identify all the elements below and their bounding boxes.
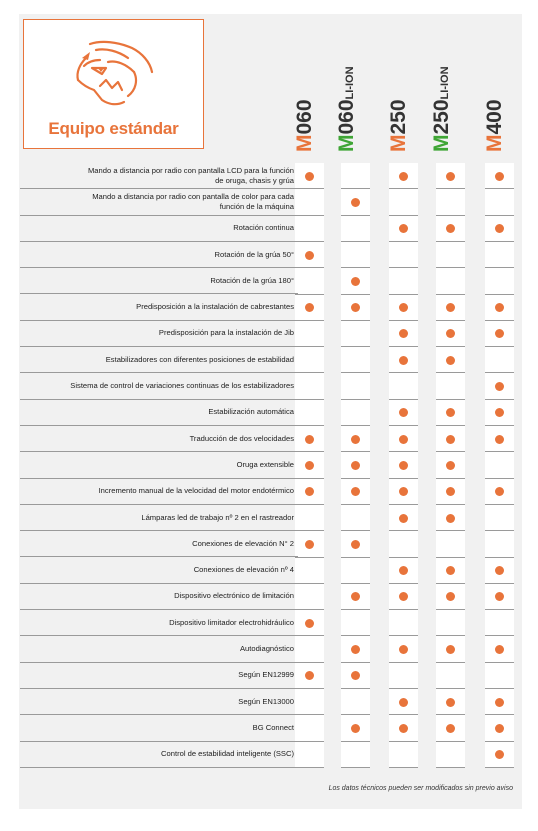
cell-divider [389, 320, 418, 321]
feature-label [237, 452, 294, 477]
cell-divider [341, 767, 370, 768]
cell-divider [389, 478, 418, 479]
cell-divider [389, 346, 418, 347]
cell-divider [295, 609, 324, 610]
cell-divider [485, 372, 514, 373]
included-dot [446, 724, 455, 733]
model-name [484, 99, 505, 152]
cell-divider [295, 267, 324, 268]
feature-label-line: Mando a distancia por radio con pantalla de color para cada [92, 191, 294, 201]
table-row [20, 400, 298, 426]
table-row [20, 689, 298, 715]
cell-divider [389, 609, 418, 610]
cell-divider [436, 583, 465, 584]
cell-divider [341, 320, 370, 321]
included-dot [446, 172, 455, 181]
included-dot [446, 356, 455, 365]
cell-divider [341, 583, 370, 584]
logo-box [23, 19, 204, 149]
feature-label [233, 216, 294, 241]
cell-divider [485, 767, 514, 768]
included-dot [305, 461, 314, 470]
table-row [20, 505, 298, 531]
cell-divider [295, 635, 324, 636]
table-row [20, 715, 298, 741]
cell-divider [341, 267, 370, 268]
cell-divider [389, 504, 418, 505]
cell-divider [295, 320, 324, 321]
cell-divider [436, 294, 465, 295]
cell-divider [295, 478, 324, 479]
model-number: 060 [335, 99, 358, 135]
included-dot [305, 619, 314, 628]
model-letter: M [483, 134, 506, 152]
included-dot [399, 514, 408, 523]
cell-divider [341, 346, 370, 347]
included-dot [495, 698, 504, 707]
cell-divider [485, 294, 514, 295]
model-name [388, 99, 409, 152]
table-row [20, 295, 298, 321]
cell-divider [485, 267, 514, 268]
feature-label [99, 479, 294, 504]
feature-label-line: de oruga, chasis y grúa [215, 175, 294, 185]
cell-divider [485, 635, 514, 636]
cell-divider [485, 583, 514, 584]
cell-divider [485, 215, 514, 216]
cell-divider [341, 635, 370, 636]
cell-divider [436, 451, 465, 452]
cell-divider [389, 215, 418, 216]
table-row [20, 452, 298, 478]
column-header-4 [481, 34, 529, 152]
cell-divider [485, 741, 514, 742]
cell-divider [341, 188, 370, 189]
cell-divider [295, 372, 324, 373]
cell-divider [436, 267, 465, 268]
feature-label [141, 505, 294, 530]
cell-divider [436, 478, 465, 479]
cell-divider [295, 688, 324, 689]
cell-divider [341, 241, 370, 242]
cell-divider [389, 583, 418, 584]
cell-divider [295, 741, 324, 742]
model-number: 400 [483, 99, 506, 135]
cell-divider [436, 425, 465, 426]
cell-divider [389, 635, 418, 636]
model-name [294, 99, 315, 152]
cell-divider [436, 215, 465, 216]
model-letter: M [430, 134, 453, 152]
feature-label [210, 268, 294, 293]
cell-divider [436, 635, 465, 636]
cell-divider [485, 241, 514, 242]
included-dot [351, 435, 360, 444]
included-dot [351, 461, 360, 470]
model-number: 250 [387, 99, 410, 135]
cell-divider [341, 372, 370, 373]
table-row [20, 268, 298, 294]
table-row [20, 163, 298, 189]
included-dot [351, 540, 360, 549]
feature-label-line: Dispositivo limitador electrohidráulico [169, 617, 294, 627]
feature-label-line: Rotación de la grúa 180° [210, 275, 294, 285]
feature-label-line: Rotación continua [233, 223, 294, 233]
cell-divider [295, 767, 324, 768]
cell-divider [436, 714, 465, 715]
table-row [20, 742, 298, 768]
included-dot [351, 724, 360, 733]
feature-label [192, 531, 294, 556]
table-row [20, 426, 298, 452]
included-dot [305, 172, 314, 181]
cell-divider [389, 399, 418, 400]
feature-label [70, 373, 294, 398]
cell-divider [341, 688, 370, 689]
cell-divider [295, 583, 324, 584]
cell-divider [295, 714, 324, 715]
included-dot [399, 435, 408, 444]
cell-divider [389, 188, 418, 189]
column-header-2 [385, 34, 433, 152]
table-row [20, 189, 298, 215]
model-name [431, 66, 456, 152]
included-dot [446, 461, 455, 470]
page-title: Equipo estándar [48, 119, 179, 138]
cell-divider [436, 241, 465, 242]
included-dot [495, 645, 504, 654]
cell-divider [389, 267, 418, 268]
table-row [20, 610, 298, 636]
feature-label-line: Autodiagnóstico [239, 644, 294, 654]
cell-divider [485, 504, 514, 505]
cell-divider [389, 662, 418, 663]
table-row [20, 558, 298, 584]
included-dot [351, 277, 360, 286]
included-dot [399, 645, 408, 654]
cell-divider [389, 767, 418, 768]
feature-label-line: Estabilizadores con diferentes posiciones de estabilidad [105, 354, 294, 364]
included-dot [495, 724, 504, 733]
cell-divider [341, 557, 370, 558]
cell-divider [436, 399, 465, 400]
feature-label [174, 584, 294, 609]
cell-divider [436, 504, 465, 505]
feature-label [215, 242, 294, 267]
feature-label-line: Control de estabilidad inteligente (SSC) [161, 749, 294, 759]
cell-divider [341, 504, 370, 505]
column-header-0 [291, 34, 339, 152]
panther-head-icon [72, 38, 156, 110]
cell-divider [389, 241, 418, 242]
cell-divider [485, 425, 514, 426]
included-dot [446, 645, 455, 654]
cell-divider [295, 557, 324, 558]
cell-divider [341, 662, 370, 663]
included-dot [305, 435, 314, 444]
feature-label [161, 742, 294, 767]
feature-label [92, 189, 294, 214]
cell-divider [485, 451, 514, 452]
cell-divider [295, 215, 324, 216]
table-row [20, 373, 298, 399]
included-dot [305, 251, 314, 260]
feature-label-line: Incremento manual de la velocidad del motor endotérmico [98, 486, 294, 496]
cell-divider [485, 320, 514, 321]
cell-divider [389, 714, 418, 715]
cell-divider [389, 741, 418, 742]
feature-label-line: Oruga extensible [236, 459, 294, 469]
cell-divider [295, 504, 324, 505]
cell-divider [485, 188, 514, 189]
cell-divider [341, 451, 370, 452]
model-name [336, 66, 361, 152]
cell-divider [295, 530, 324, 531]
included-dot [446, 514, 455, 523]
cell-divider [341, 294, 370, 295]
cell-divider [341, 609, 370, 610]
table-row [20, 242, 298, 268]
included-dot [446, 698, 455, 707]
feature-label [190, 426, 294, 451]
cell-divider [295, 425, 324, 426]
cell-divider [341, 399, 370, 400]
included-dot [305, 540, 314, 549]
cell-divider [436, 346, 465, 347]
cell-divider [436, 320, 465, 321]
cell-divider [436, 530, 465, 531]
cell-divider [485, 530, 514, 531]
cell-divider [295, 294, 324, 295]
included-dot [446, 435, 455, 444]
cell-divider [295, 346, 324, 347]
table-row [20, 636, 298, 662]
model-variant: LI-ION [344, 66, 356, 100]
cell-divider [341, 215, 370, 216]
model-number: 250 [430, 99, 453, 135]
feature-label-line: Predisposición para la instalación de Jib [158, 328, 294, 338]
table-row [20, 347, 298, 373]
model-letter: M [293, 134, 316, 152]
table-row [20, 321, 298, 347]
cell-divider [389, 425, 418, 426]
column-header-3 [432, 34, 480, 152]
feature-label-line: Conexiones de elevación N° 2 [192, 538, 294, 548]
feature-label [238, 689, 294, 714]
model-letter: M [335, 134, 358, 152]
cell-divider [436, 372, 465, 373]
included-dot [495, 435, 504, 444]
table-row [20, 531, 298, 557]
feature-label-line: Lámparas led de trabajo nº 2 en el rastreador [141, 512, 294, 522]
cell-divider [436, 741, 465, 742]
feature-label-line: BG Connect [252, 722, 294, 732]
feature-label [194, 558, 294, 583]
feature-label-line: Según EN12999 [238, 670, 294, 680]
cell-divider [485, 609, 514, 610]
feature-label-line: Dispositivo electrónico de limitación [174, 591, 294, 601]
cell-divider [436, 188, 465, 189]
cell-divider [341, 425, 370, 426]
feature-label [238, 663, 294, 688]
feature-label-line: función de la máquina [219, 201, 294, 211]
cell-divider [389, 530, 418, 531]
included-dot [351, 645, 360, 654]
feature-label [136, 295, 294, 320]
feature-label [240, 636, 294, 661]
feature-label [159, 321, 294, 346]
feature-label-line: Mando a distancia por radio con pantalla LCD para la función [87, 165, 294, 175]
table-row [20, 216, 298, 242]
cell-divider [436, 557, 465, 558]
cell-divider [485, 688, 514, 689]
cell-divider [295, 662, 324, 663]
model-letter: M [387, 134, 410, 152]
cell-divider [389, 372, 418, 373]
cell-divider [295, 451, 324, 452]
included-dot [399, 461, 408, 470]
model-number: 060 [293, 99, 316, 135]
cell-divider [485, 662, 514, 663]
cell-divider [341, 478, 370, 479]
feature-label [169, 610, 294, 635]
cell-divider [295, 399, 324, 400]
table-row [20, 663, 298, 689]
feature-label-line: Predisposición a la instalación de cabrestantes [136, 302, 294, 312]
cell-divider [436, 767, 465, 768]
feature-label-line: Según EN13000 [238, 696, 294, 706]
cell-divider [485, 399, 514, 400]
included-dot [399, 724, 408, 733]
cell-divider [485, 478, 514, 479]
feature-label [253, 715, 294, 740]
cell-divider [436, 688, 465, 689]
table-row [20, 479, 298, 505]
cell-divider [485, 714, 514, 715]
disclaimer-note: Los datos técnicos pueden ser modificados sin previo aviso [328, 785, 513, 792]
cell-divider [341, 741, 370, 742]
model-variant: LI-ION [439, 66, 451, 100]
feature-label-line: Rotación de la grúa 50° [214, 249, 294, 259]
column-background [485, 163, 514, 767]
feature-label [88, 163, 294, 188]
cell-divider [485, 557, 514, 558]
included-dot [399, 698, 408, 707]
cell-divider [295, 241, 324, 242]
feature-label-line: Traducción de dos velocidades [189, 433, 294, 443]
included-dot [399, 356, 408, 365]
cell-divider [389, 688, 418, 689]
column-header-1 [337, 34, 385, 152]
cell-divider [389, 451, 418, 452]
cell-divider [436, 662, 465, 663]
feature-label [208, 400, 294, 425]
feature-label [106, 347, 294, 372]
included-dot [351, 198, 360, 207]
included-dot [399, 172, 408, 181]
cell-divider [341, 714, 370, 715]
table-row [20, 584, 298, 610]
cell-divider [389, 294, 418, 295]
cell-divider [341, 530, 370, 531]
feature-label-line: Sistema de control de variaciones continuas de los estabilizadores [70, 381, 294, 391]
included-dot [495, 382, 504, 391]
cell-divider [436, 609, 465, 610]
cell-divider [295, 188, 324, 189]
feature-label-line: Estabilización automática [208, 407, 294, 417]
feature-label-line: Conexiones de elevación nº 4 [193, 565, 294, 575]
included-dot [495, 172, 504, 181]
cell-divider [389, 557, 418, 558]
cell-divider [485, 346, 514, 347]
